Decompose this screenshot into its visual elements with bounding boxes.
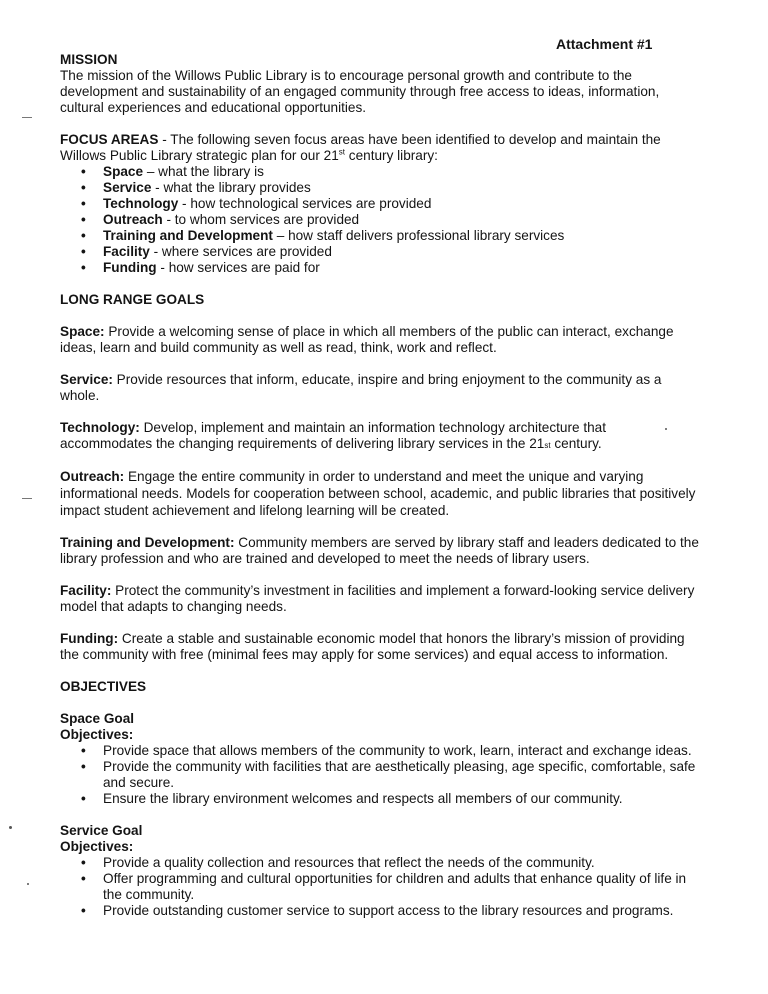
scan-speck — [665, 428, 667, 430]
objectives-section — [60, 679, 700, 919]
focus-label: Facility — [103, 244, 150, 259]
focus-label: Training and Development — [103, 228, 273, 243]
mission-text: The mission of the Willows Public Library is to encourage personal growth and contribute to the development and sustainability of an engaged community through free access to ideas, information, cultural experiences and educational opportunities. — [60, 68, 660, 115]
goal-text: Provide resources that inform, educate, inspire and bring enjoyment to the community as a whole. — [60, 372, 662, 403]
list-item: • Provide space that allows members of the community to work, learn, interact and exchange ideas. — [60, 743, 700, 759]
scan-speck — [9, 826, 12, 829]
goal-text: Create a stable and sustainable economic model that honors the library’s mission of providing the community with free (minimal fees may apply for some services) and equal access to information. — [60, 631, 685, 662]
attachment-label: Attachment #1 — [556, 36, 653, 52]
objective-group-service — [60, 823, 700, 919]
goal-label: Funding: — [60, 631, 119, 646]
focus-text: – what the library is — [143, 164, 264, 179]
list-item: • Provide a quality collection and resources that reflect the needs of the community. — [60, 855, 700, 871]
goal-label: Training and Development: — [60, 535, 235, 550]
goal-paragraph — [60, 372, 700, 404]
goal-paragraph — [60, 535, 700, 567]
objective-sub-heading: Objectives: — [60, 727, 134, 742]
focus-text: - how services are paid for — [156, 260, 320, 275]
goal-label: Technology: — [60, 420, 140, 435]
objective-sub-heading: Objectives: — [60, 839, 134, 854]
objective-list — [60, 743, 700, 807]
list-item — [60, 244, 700, 260]
focus-areas-heading: FOCUS AREAS — [60, 132, 159, 147]
focus-text: - how technological services are provided — [178, 196, 432, 211]
goal-paragraph — [60, 583, 700, 615]
list-item — [60, 180, 700, 196]
focus-areas-intro-pre: - The following seven focus areas have been identified to develop and maintain the Willows Public Library strategic plan for our 21 — [60, 132, 661, 163]
focus-label: Outreach — [103, 212, 163, 227]
list-item: • Offer programming and cultural opportunities for children and adults that enhance quality of life in the community. — [60, 871, 700, 903]
focus-label: Funding — [103, 260, 157, 275]
scan-speck — [27, 883, 29, 885]
goal-text-post: century. — [550, 436, 602, 451]
goal-label: Facility: — [60, 583, 112, 598]
goal-text: Develop, implement and maintain an information technology architecture that accommodates the changing requirements of delivering library services in the 21 — [60, 420, 607, 451]
goal-paragraph — [60, 631, 700, 663]
scan-mark — [22, 117, 32, 118]
focus-label: Technology — [103, 196, 179, 211]
list-item: • Provide the community with facilities that are aesthetically pleasing, age specific, comfortable, safe and secure. — [60, 759, 700, 791]
goal-text: Engage the entire community in order to understand and meet the unique and varying informational needs. Models for cooperation between school, academic, and public libraries that positively impact student achievement and lifelong learning will be created. — [60, 469, 696, 518]
goal-label: Outreach: — [60, 469, 125, 484]
focus-label: Service — [103, 180, 152, 195]
objective-goal-title: Space Goal — [60, 711, 135, 726]
goal-text: Protect the community’s investment in facilities and implement a forward-looking service delivery model that adapts to changing needs. — [60, 583, 695, 614]
goal-text: Community members are served by library staff and leaders dedicated to the library profession and who are trained and developed to meet the needs of library users. — [60, 535, 699, 566]
goal-text: Provide a welcoming sense of place in which all members of the public can interact, exchange ideas, learn and build community as well as read, think, work and reflect. — [60, 324, 674, 355]
goal-sub: st — [544, 441, 551, 450]
goal-label: Space: — [60, 324, 105, 339]
list-item: • Provide outstanding customer service to support access to the library resources and programs. — [60, 903, 700, 919]
list-item — [60, 228, 700, 244]
goal-paragraph — [60, 468, 700, 519]
goal-label: Service: — [60, 372, 113, 387]
document-body — [60, 52, 700, 919]
focus-areas-intro-sup: st — [338, 147, 346, 157]
list-item — [60, 212, 700, 228]
mission-heading: MISSION — [60, 52, 118, 67]
focus-areas-intro-post: century library: — [345, 148, 438, 163]
objectives-heading: OBJECTIVES — [60, 679, 147, 694]
focus-label: Space — [103, 164, 144, 179]
focus-text: – how staff delivers professional library services — [272, 228, 565, 243]
focus-text: - what the library provides — [151, 180, 311, 195]
focus-areas-intro — [60, 132, 700, 164]
long-range-goals-section — [60, 292, 700, 663]
scan-mark — [22, 498, 32, 499]
mission-section — [60, 52, 700, 116]
focus-areas-section — [60, 132, 700, 276]
list-item — [60, 196, 700, 212]
goal-paragraph — [60, 420, 700, 452]
focus-text: - where services are provided — [149, 244, 332, 259]
goal-paragraph — [60, 324, 700, 356]
list-item: • Ensure the library environment welcomes and respects all members of our community. — [60, 791, 700, 807]
list-item — [60, 260, 700, 276]
long-range-goals-heading: LONG RANGE GOALS — [60, 292, 205, 307]
focus-areas-list — [60, 164, 700, 276]
objective-goal-title: Service Goal — [60, 823, 143, 838]
list-item — [60, 164, 700, 180]
objective-group-space — [60, 711, 700, 807]
focus-text: - to whom services are provided — [162, 212, 360, 227]
objective-list — [60, 855, 700, 919]
